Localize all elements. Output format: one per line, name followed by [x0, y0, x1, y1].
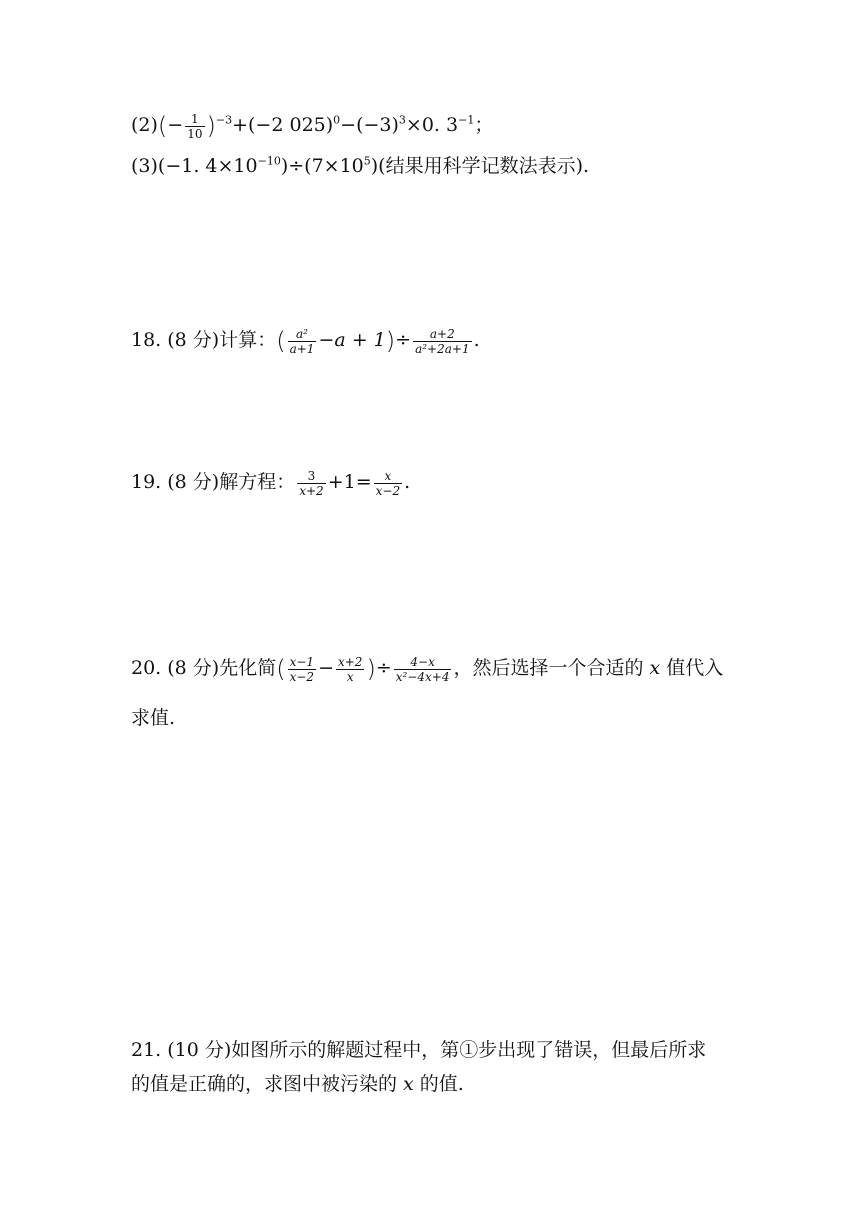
term-text: ，然后选择一个合适的	[453, 657, 650, 679]
term-text: −a + 1	[318, 329, 386, 351]
right-paren: )	[385, 327, 396, 355]
problem-prefix: 19. (8 分)解方程：	[131, 471, 296, 493]
exponent: 5	[363, 154, 371, 168]
problem-21-line-1: 21. (10 分)如图所示的解题过程中，第①步出现了错误，但最后所求	[131, 1039, 707, 1061]
problem-20-line-2: 求值.	[131, 707, 176, 729]
fraction	[413, 327, 472, 356]
problem-17-part-2	[131, 111, 493, 141]
fraction-denominator: x²−4x+4	[395, 669, 450, 684]
term-text: (3)(−1. 4×10	[131, 155, 258, 177]
term-text: .	[404, 471, 411, 493]
part-label: (2)	[131, 114, 158, 136]
neg-sign: −	[167, 114, 184, 136]
divide-sign: ÷	[375, 657, 392, 679]
exponent: 0	[333, 113, 341, 127]
term-text: 值代入	[660, 657, 724, 679]
fraction-numerator: a²	[288, 327, 317, 342]
right-paren: )	[206, 112, 216, 140]
term-text: 的值.	[413, 1073, 464, 1095]
problem-20-line-1	[131, 654, 723, 684]
term-text: +(−2 025)	[232, 114, 334, 136]
divide-sign: ÷	[395, 329, 412, 351]
left-paren: (	[276, 655, 286, 683]
problem-17-part-3	[131, 152, 589, 180]
term-text: )÷(7×10	[280, 155, 364, 177]
fraction	[288, 655, 316, 684]
term-text: 的值是正确的，求图中被污染的	[131, 1073, 404, 1095]
term-text: .	[473, 329, 480, 351]
term-text: −(−3)	[340, 114, 399, 136]
fraction-numerator: 4−x	[394, 655, 452, 670]
fraction-denominator: a+1	[289, 341, 315, 356]
fraction-numerator: 3	[297, 469, 325, 484]
problem-prefix: 20. (8 分)先化简	[131, 657, 277, 679]
fraction	[297, 469, 325, 498]
fraction	[288, 327, 317, 356]
fraction-numerator: a+2	[413, 327, 472, 342]
problem-prefix: 18. (8 分)计算：	[131, 329, 277, 351]
fraction-one-tenth	[185, 112, 204, 141]
exponent: −10	[257, 154, 281, 168]
exponent: −1	[458, 113, 475, 127]
fraction-denominator: 10	[187, 126, 203, 141]
variable: x	[403, 1073, 414, 1095]
exponent: −3	[215, 113, 233, 127]
fraction-numerator: x+2	[337, 654, 363, 669]
fraction-numerator: x−1	[289, 654, 315, 669]
fraction-denominator: x+2	[299, 483, 324, 498]
term-text: )(结果用科学记数法表示).	[370, 155, 590, 177]
fraction	[394, 655, 452, 684]
fraction-numerator: 1	[185, 112, 204, 127]
right-paren: )	[366, 655, 376, 683]
fraction-denominator: x	[346, 669, 354, 684]
term-text: +1=	[327, 471, 372, 493]
fraction-denominator: x−2	[375, 483, 401, 498]
problem-21-line-2	[131, 1070, 464, 1098]
term-text: ；	[474, 114, 494, 136]
exponent: 3	[398, 113, 406, 127]
variable: x	[649, 657, 661, 679]
minus-sign: −	[318, 657, 334, 679]
fraction-denominator: a²+2a+1	[415, 341, 470, 356]
left-paren: (	[276, 327, 286, 355]
term-text: ×0. 3	[405, 114, 459, 136]
fraction-numerator: x	[374, 469, 402, 484]
fraction	[336, 655, 364, 684]
problem-19	[131, 468, 410, 498]
problem-18	[131, 326, 480, 356]
left-paren: (	[157, 112, 168, 140]
fraction-denominator: x−2	[289, 669, 315, 684]
fraction	[374, 469, 402, 498]
